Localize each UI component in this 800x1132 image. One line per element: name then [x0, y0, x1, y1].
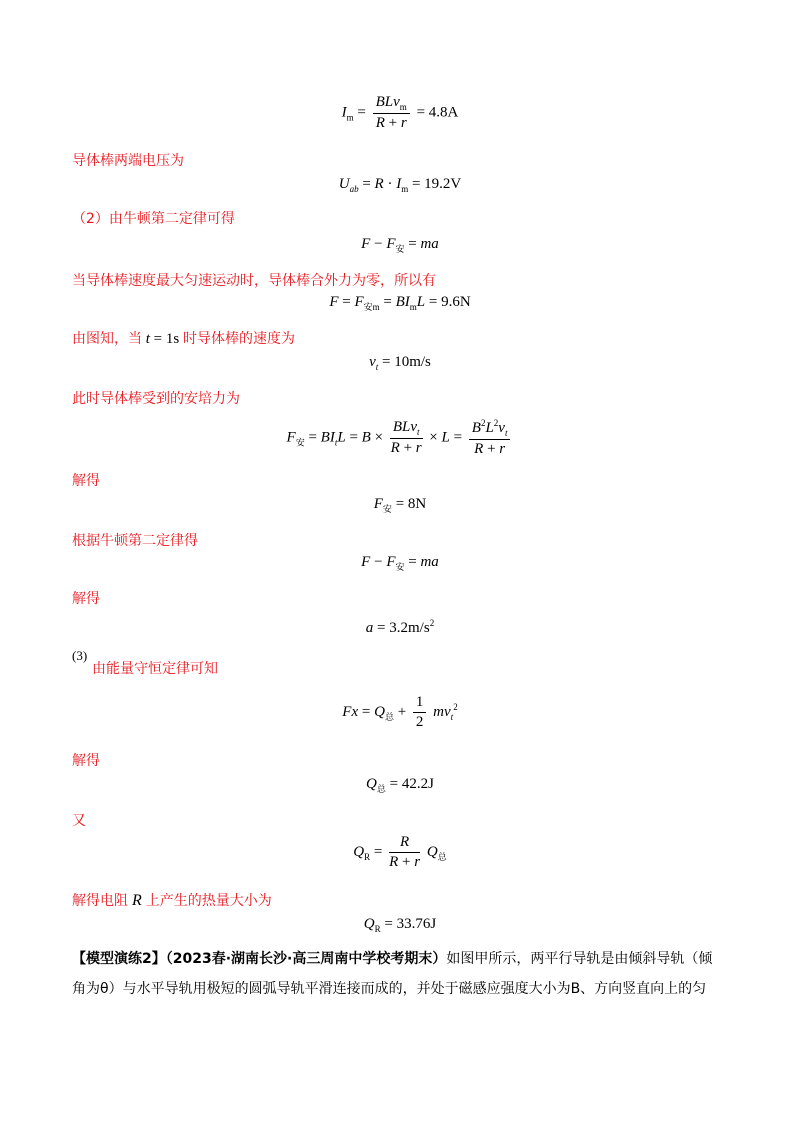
next-problem	[72, 944, 732, 1004]
text-max-speed: 当导体棒速度最大匀速运动时，导体棒合外力为零，所以有	[72, 273, 436, 289]
equation-ampere-force: $F_安 = BI_tL = B$ × $\frac{BLv_t}{R + r}$ × L = $\frac{B^2L^2v_t}{R + r}$	[0, 418, 800, 458]
equation-force-max: $F = F_{安m} = BI_mL = 9.6N$	[329, 294, 471, 312]
text-energy: 由能量守恒定律可知	[92, 661, 218, 677]
equation-newton-1: $F - F_安$ = ma	[361, 236, 439, 254]
equation-newton-2: $F - F_安$ = ma	[361, 554, 439, 572]
problem-source: （2023春·湖南长沙·高三周南中学校考期末）	[165, 951, 447, 967]
equation-current-max: $I_m$ = $\frac{BLv_m}{R + r}$ = 4.8A	[341, 94, 459, 131]
equation-total-heat: $Q_总 = 42.2J$	[366, 776, 434, 794]
equation-voltage: $U_{ab} = R \cdot I_m = 19.2V$	[338, 176, 462, 194]
problem-tag: 【模型演练2】	[72, 951, 166, 967]
equation-energy: $Fx = Q_总$ + $\frac{1}{2}$ $mv_t^2$	[342, 694, 458, 730]
text-solve-1: 解得	[72, 473, 100, 489]
text-solve-2: 解得	[72, 591, 100, 607]
equation-velocity: $v_t = 10m/s$	[369, 354, 431, 372]
part3-number: (3)	[72, 648, 88, 663]
text-newton-2: 根据牛顿第二定律得	[72, 533, 198, 549]
text-graph: 由图知，当 t = 1s 时导体棒的速度为	[72, 331, 295, 347]
equation-resistor-heat: $Q_R = 33.76J$	[363, 916, 437, 934]
problem-text-2: 角为θ）与水平导轨用极短的圆弧导轨平滑连接而成的，并处于磁感应强度大小为B、方向竖直向上的匀	[72, 981, 707, 997]
text-resistor-heat: 解得电阻 R 上产生的热量大小为	[72, 892, 272, 909]
equation-force-result: $F_安 = 8N$	[373, 496, 427, 514]
equation-heat-ratio: $Q_R$ = $\frac{R}{R + r}$ $Q_总$	[353, 834, 447, 870]
text-solve-3: 解得	[72, 753, 100, 769]
problem-text-1: 如图甲所示，两平行导轨是由倾斜导轨（倾	[446, 951, 713, 967]
equation-acceleration: $a = 3.2m/s^2$	[365, 618, 435, 636]
text-voltage-intro: 导体棒两端电压为	[72, 153, 184, 169]
text-part2: （2）由牛顿第二定律可得	[72, 211, 235, 227]
text-also: 又	[72, 813, 86, 829]
text-ampere-force: 此时导体棒受到的安培力为	[72, 391, 240, 407]
